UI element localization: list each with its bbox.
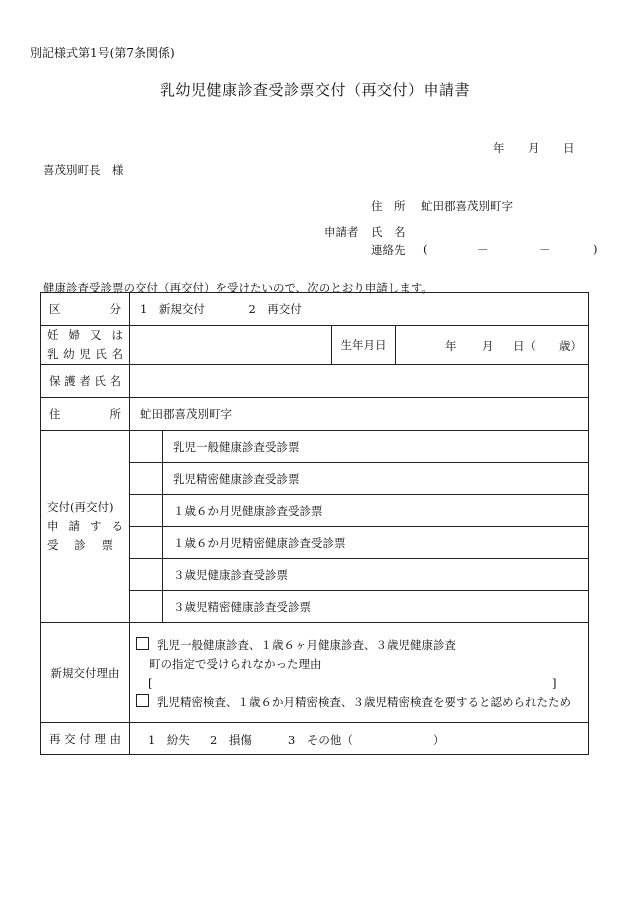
label-char: 再 [49, 731, 61, 746]
guardian-label-cell [41, 365, 130, 398]
reason-bracket-field[interactable] [136, 674, 588, 693]
label-char: 請 [68, 519, 80, 533]
dob-label-cell [332, 326, 396, 365]
label-char: 交 [64, 731, 76, 746]
reissue-reason-cell [130, 723, 589, 755]
label-char: 診 [74, 538, 86, 552]
checkbox-icon[interactable] [136, 637, 149, 650]
label-char: 保 [49, 374, 61, 388]
address-value: 虻田郡喜茂別町字 [421, 199, 513, 213]
dob-year: 年 [445, 339, 457, 353]
ticket-label-cell [163, 591, 589, 623]
ticket-label: １歳６か月児精密健康診査受診票 [173, 535, 346, 550]
ticket-row [41, 431, 589, 463]
label-char: は [111, 328, 123, 342]
ticket-checkbox-cell[interactable] [130, 591, 163, 623]
document-title: 乳幼児健康診査受診票交付（再交付）申請書 [159, 81, 470, 99]
category-label-cell [41, 293, 130, 326]
label-char: 名 [109, 374, 121, 388]
label-char: 妊 [47, 328, 59, 342]
date-day: 日 [563, 141, 575, 155]
tickets-label-line3 [47, 536, 123, 555]
category-option-reissue[interactable]: 2 再交付 [248, 302, 302, 316]
label-char: 児 [79, 347, 91, 361]
label-char: 者 [79, 374, 91, 388]
checkbox-icon[interactable] [136, 694, 149, 707]
label-char: 護 [64, 374, 76, 388]
form-number: 別記様式第1号(第7条関係) [30, 46, 175, 60]
row-guardian [41, 365, 589, 398]
category-label-char: 区 [49, 302, 61, 316]
address-value: 虻田郡喜茂別町字 [140, 407, 232, 421]
person-label-line1 [47, 326, 123, 345]
label-char: 所 [109, 407, 121, 421]
label-char: 由 [109, 731, 121, 746]
new-reason-label: 新規交付理由 [50, 665, 120, 680]
contact-dash-2: － [539, 243, 551, 257]
person-label-cell [41, 326, 130, 365]
date-month: 月 [528, 141, 540, 155]
person-name-input-cell[interactable] [130, 326, 332, 365]
reissue-label-cell [41, 723, 130, 755]
category-value-cell[interactable] [130, 293, 589, 326]
category-option-new[interactable]: 1 新規交付 [140, 302, 205, 316]
lead-text: 健康診査受診票の交付（再交付）を受けたいので、次のとおり申請します。 [43, 281, 433, 295]
dob-input-cell[interactable] [396, 326, 589, 365]
contact-label: 連絡先 [371, 243, 406, 257]
address-label: 住 所 [371, 199, 406, 213]
ticket-checkbox-cell[interactable] [130, 527, 163, 559]
dob-label: 生年月日 [340, 338, 387, 352]
label-char: る [111, 519, 123, 533]
address-label-cell [41, 398, 130, 431]
ticket-label-cell [163, 463, 589, 495]
category-label-char: 分 [109, 302, 121, 316]
row-reissue-reason [41, 723, 589, 755]
label-char: 住 [49, 407, 61, 421]
ticket-label-cell [163, 495, 589, 527]
label-char: 受 [47, 538, 59, 552]
contact-dash-1: － [477, 243, 489, 257]
addressee: 喜茂別町長 様 [43, 163, 124, 177]
label-char: 婦 [68, 328, 80, 342]
label-char: 氏 [95, 347, 107, 361]
date-year: 年 [493, 141, 505, 155]
bracket-close: ] [552, 675, 557, 690]
row-new-reason [41, 623, 589, 723]
new-reason-cell [130, 623, 589, 723]
reissue-option-lost[interactable]: 1 紛失 [148, 733, 190, 747]
new-reason-option-1-sub: 町の指定で受けられなかった理由 [149, 656, 322, 671]
ticket-label: 乳児一般健康診査受診票 [173, 439, 300, 454]
applicant-label: 申請者 [324, 225, 359, 239]
ticket-checkbox-cell[interactable] [130, 495, 163, 527]
label-char: 付 [79, 731, 91, 746]
dob-day: 日（ [513, 339, 536, 353]
ticket-label: １歳６か月児健康診査受診票 [173, 503, 323, 518]
new-reason-option-2-text: 乳児精密検査、１歳６か月精密検査、３歳児精密検査を要すると認められたため [157, 694, 571, 709]
name-label: 氏 名 [371, 225, 406, 239]
new-reason-option-2[interactable] [136, 693, 588, 712]
dob-month: 月 [482, 339, 494, 353]
ticket-checkbox-cell[interactable] [130, 559, 163, 591]
ticket-label-cell [163, 527, 589, 559]
reissue-option-other[interactable]: 3 その他（ [288, 733, 353, 747]
label-char: 氏 [94, 374, 106, 388]
bracket-open: [ [148, 675, 153, 690]
label-char: 票 [101, 538, 113, 552]
reissue-other-close: ） [433, 733, 445, 747]
tickets-label-line1: 交付(再交付) [47, 500, 114, 514]
label-char: 理 [94, 731, 106, 746]
application-form-table [40, 292, 589, 755]
ticket-label: 乳児精密健康診査受診票 [173, 471, 300, 486]
new-reason-label-cell [41, 623, 130, 723]
tickets-label-cell [41, 431, 130, 623]
label-char: す [90, 519, 102, 533]
ticket-checkbox-cell[interactable] [130, 431, 163, 463]
label-char: 名 [111, 347, 123, 361]
label-char: 幼 [63, 347, 75, 361]
row-person-name [41, 326, 589, 365]
label-char: 申 [47, 519, 59, 533]
row-address [41, 398, 589, 431]
label-char: 又 [90, 328, 102, 342]
guardian-input-cell[interactable] [130, 365, 589, 398]
label-char: 乳 [47, 347, 59, 361]
ticket-checkbox-cell[interactable] [130, 463, 163, 495]
ticket-label: ３歳児精密健康診査受診票 [173, 599, 311, 614]
reissue-option-damaged[interactable]: 2 損傷 [210, 733, 252, 747]
address-input-cell[interactable] [130, 398, 589, 431]
contact-close-paren: ) [593, 242, 598, 256]
ticket-label-cell [163, 431, 589, 463]
tickets-label-line2 [47, 517, 123, 536]
new-reason-option-1-text: 乳児一般健康診査、１歳６ヶ月健康診査、３歳児健康診査 [157, 637, 456, 652]
ticket-label: ３歳児健康診査受診票 [173, 567, 288, 582]
row-category [41, 293, 589, 326]
person-label-line2 [47, 345, 123, 364]
new-reason-option-1[interactable] [136, 636, 588, 655]
dob-age: 歳） [559, 339, 582, 353]
contact-open-paren: ( [423, 242, 428, 256]
ticket-label-cell [163, 559, 589, 591]
